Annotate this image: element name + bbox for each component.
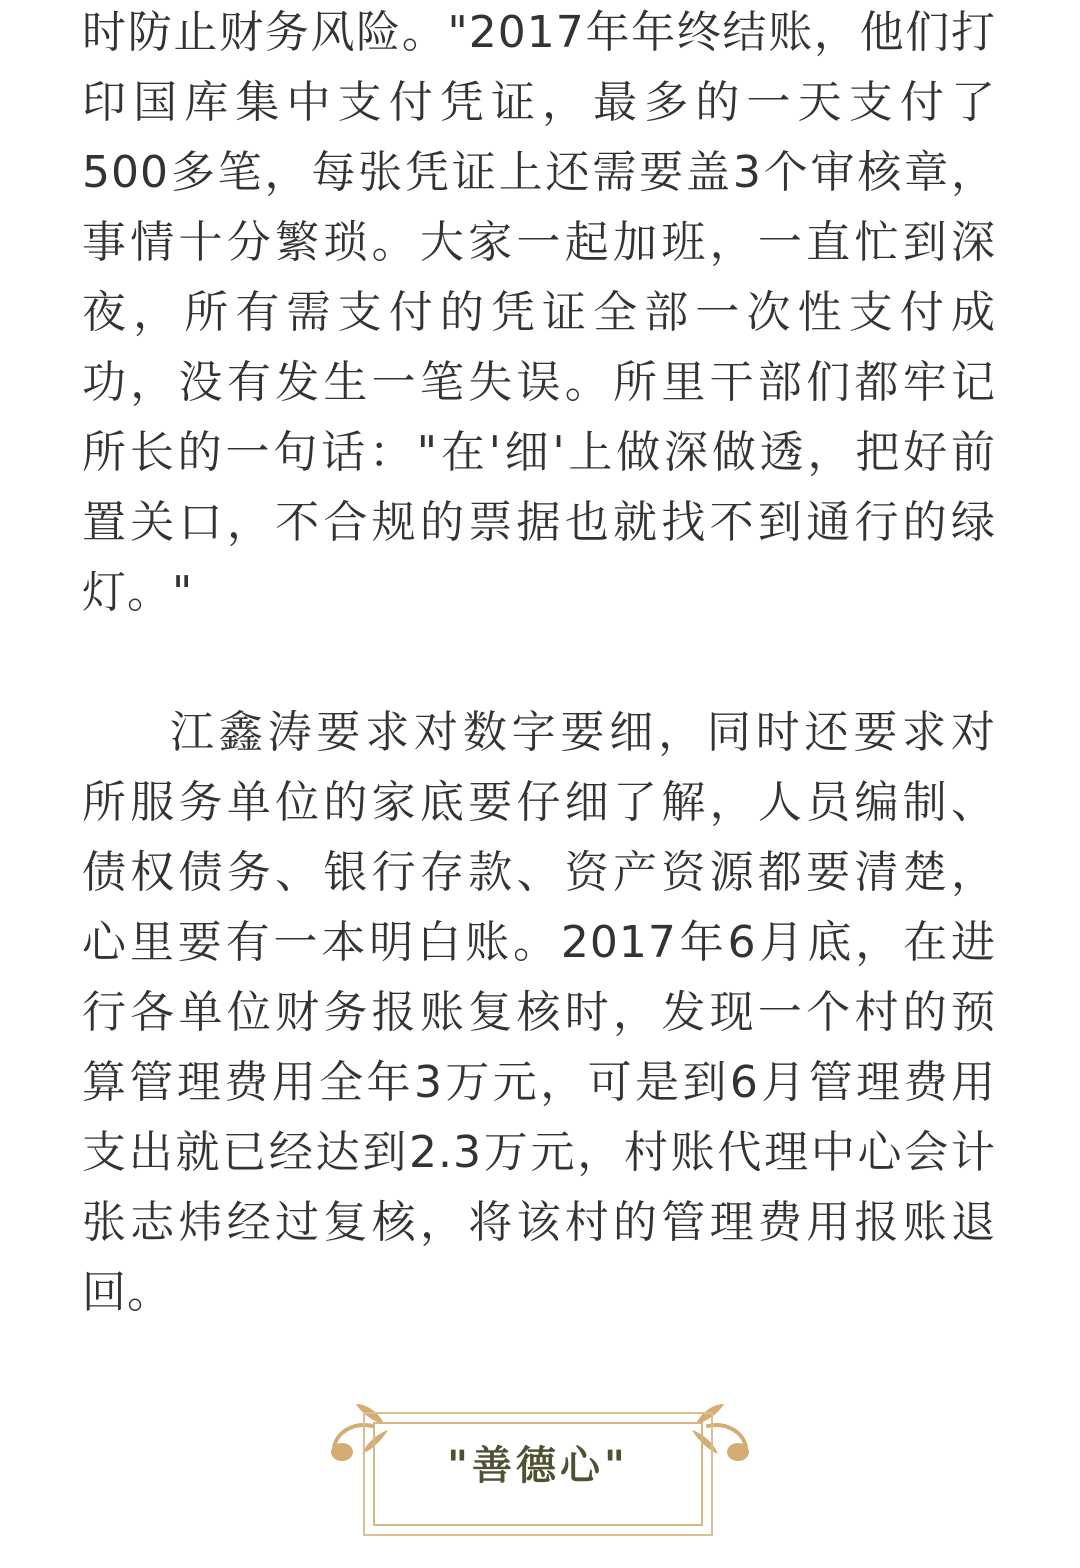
text-line: 500多笔，每张凭证上还需要盖3个审核章， — [82, 147, 996, 198]
paragraph-1 — [82, 0, 996, 628]
text-line: 置关口，不合规的票据也就找不到通行的绿 — [82, 497, 996, 548]
paragraph-2 — [82, 698, 996, 1328]
text-line: 灯。" — [82, 567, 194, 618]
text-line: 行各单位财务报账复核时，发现一个村的预 — [82, 987, 996, 1038]
text-line: 所长的一句话："在'细'上做深做透，把好前 — [82, 427, 996, 478]
text-line: 张志炜经过复核，将该村的管理费用报账退 — [82, 1197, 996, 1248]
text-line: 功，没有发生一笔失误。所里干部们都牢记 — [82, 357, 996, 408]
text-line: 事情十分繁琐。大家一起加班，一直忙到深 — [82, 217, 996, 268]
section-title-frame — [320, 1392, 760, 1552]
text-line: 债权债务、银行存款、资产资源都要清楚， — [82, 847, 996, 898]
text-line: 夜，所有需支付的凭证全部一次性支付成 — [82, 287, 996, 338]
text-line: 江鑫涛要求对数字要细，同时还要求对 — [170, 707, 996, 758]
text-line: 所服务单位的家底要仔细了解，人员编制、 — [82, 777, 996, 828]
text-line: 心里要有一本明白账。2017年6月底，在进 — [82, 917, 996, 968]
text-line: 支出就已经达到2.3万元，村账代理中心会计 — [82, 1127, 996, 1178]
text-line: 算管理费用全年3万元，可是到6月管理费用 — [82, 1057, 996, 1108]
text-line: 印国库集中支付凭证，最多的一天支付了 — [82, 77, 996, 128]
text-line: 回。 — [82, 1267, 172, 1318]
section-title: "善德心" — [447, 1443, 629, 1489]
text-line: 时防止财务风险。"2017年年终结账，他们打 — [82, 7, 996, 58]
